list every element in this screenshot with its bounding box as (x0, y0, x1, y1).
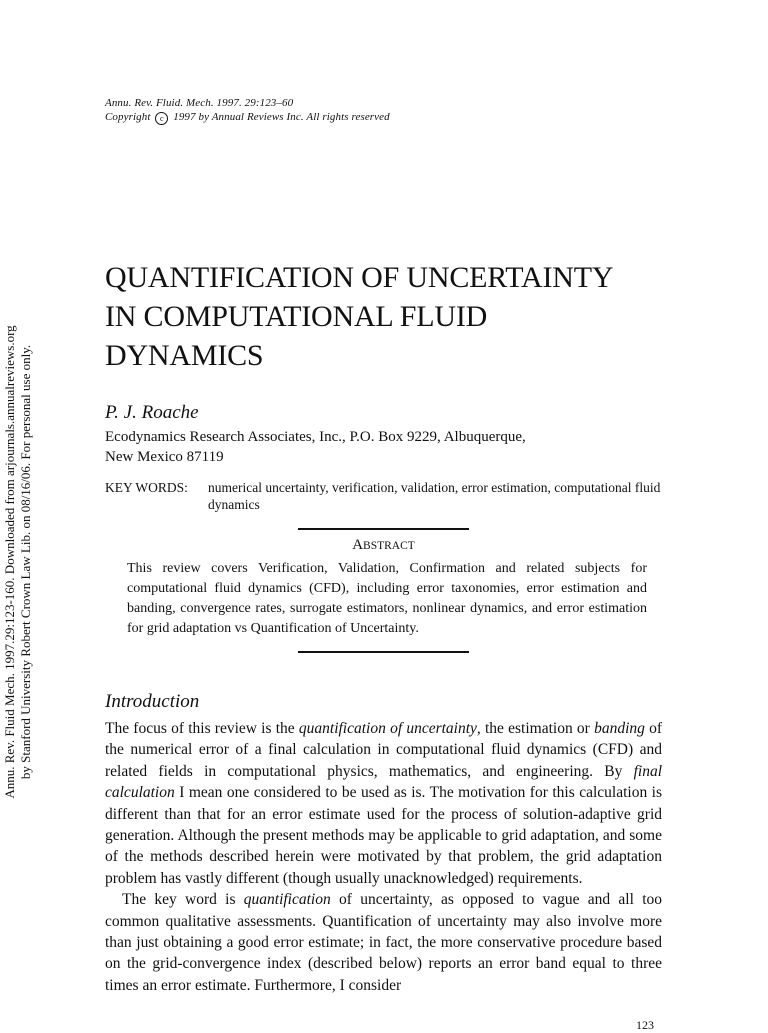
abstract-text: This review covers Verification, Validation, Confirmation and related subjects for computational fluid dynamics (CFD), including error taxonomies, error estimation and banding, convergence rates, surrogate estimators, nonlinear dynamics, and error estimation for grid adaptation vs Quantification of Uncertainty. (127, 561, 647, 636)
keywords-text: numerical uncertainty, verification, validation, error estimation, computational fluid dynamics (208, 480, 661, 512)
section-heading-introduction: Introduction (105, 691, 200, 712)
affiliation-line-1: Ecodynamics Research Associates, Inc., P.O. Box 9229, Albuquerque, (105, 429, 526, 445)
paper-title (105, 258, 705, 375)
download-watermark (2, 152, 42, 972)
title-line-2: IN COMPUTATIONAL FLUID (105, 300, 488, 333)
copyright-symbol: c (155, 112, 168, 125)
watermark-line-1: Annu. Rev. Fluid Mech. 1997.29:123-160. Downloaded from arjournals.annualreviews.org (2, 325, 17, 799)
page-number: 123 (636, 1018, 654, 1032)
title-line-1: QUANTIFICATION OF UNCERTAINTY (105, 261, 614, 294)
author-affiliation (105, 428, 526, 467)
copyright-prefix: Copyright (105, 111, 151, 123)
watermark-line-2: by Stanford University Robert Crown Law Lib. on 08/16/06. For personal use only. (18, 344, 33, 780)
abstract-top-rule (298, 528, 469, 530)
abstract-heading-initial: A (352, 537, 364, 553)
title-line-3: DYNAMICS (105, 339, 264, 372)
abstract-bottom-rule (298, 651, 469, 653)
paragraph-2: The key word is quantification of uncertainty, as opposed to vague and all too common qualitative assessments. Quantification of uncertainty may also involve more than just obtaining a good error estimate; in fact, the more conservative procedure based on the grid-convergence index (described below) reports an error band equal to three times an error estimate. Furthermore, I consider (105, 891, 662, 994)
keywords-label: KEY WORDS: (105, 480, 188, 495)
abstract-heading (298, 537, 469, 554)
abstract-heading-rest: BSTRACT (363, 540, 415, 552)
copyright-line (105, 111, 390, 125)
introduction-body (105, 718, 662, 996)
paragraph-1: The focus of this review is the quantification of uncertainty, the estimation or banding of the numerical error of a final calculation in computational fluid dynamics (CFD) and related fields in computational physics, mathematics, and engineering. By final calculation I mean one considered to be used as is. The motivation for this calculation is different than that for an error estimate used for the process of solution-adaptive grid generation. Although the present methods may be applicable to grid adaptation, and some of the methods described herein were motivated by that problem, the grid adaptation problem has vastly different (though usually unacknowledged) requirements. (105, 720, 662, 887)
journal-citation: Annu. Rev. Fluid. Mech. 1997. 29:123–60 (105, 97, 294, 109)
affiliation-line-2: New Mexico 87119 (105, 448, 224, 465)
copyright-suffix: 1997 by Annual Reviews Inc. All rights reserved (173, 111, 390, 123)
author-name: P. J. Roache (105, 402, 199, 423)
